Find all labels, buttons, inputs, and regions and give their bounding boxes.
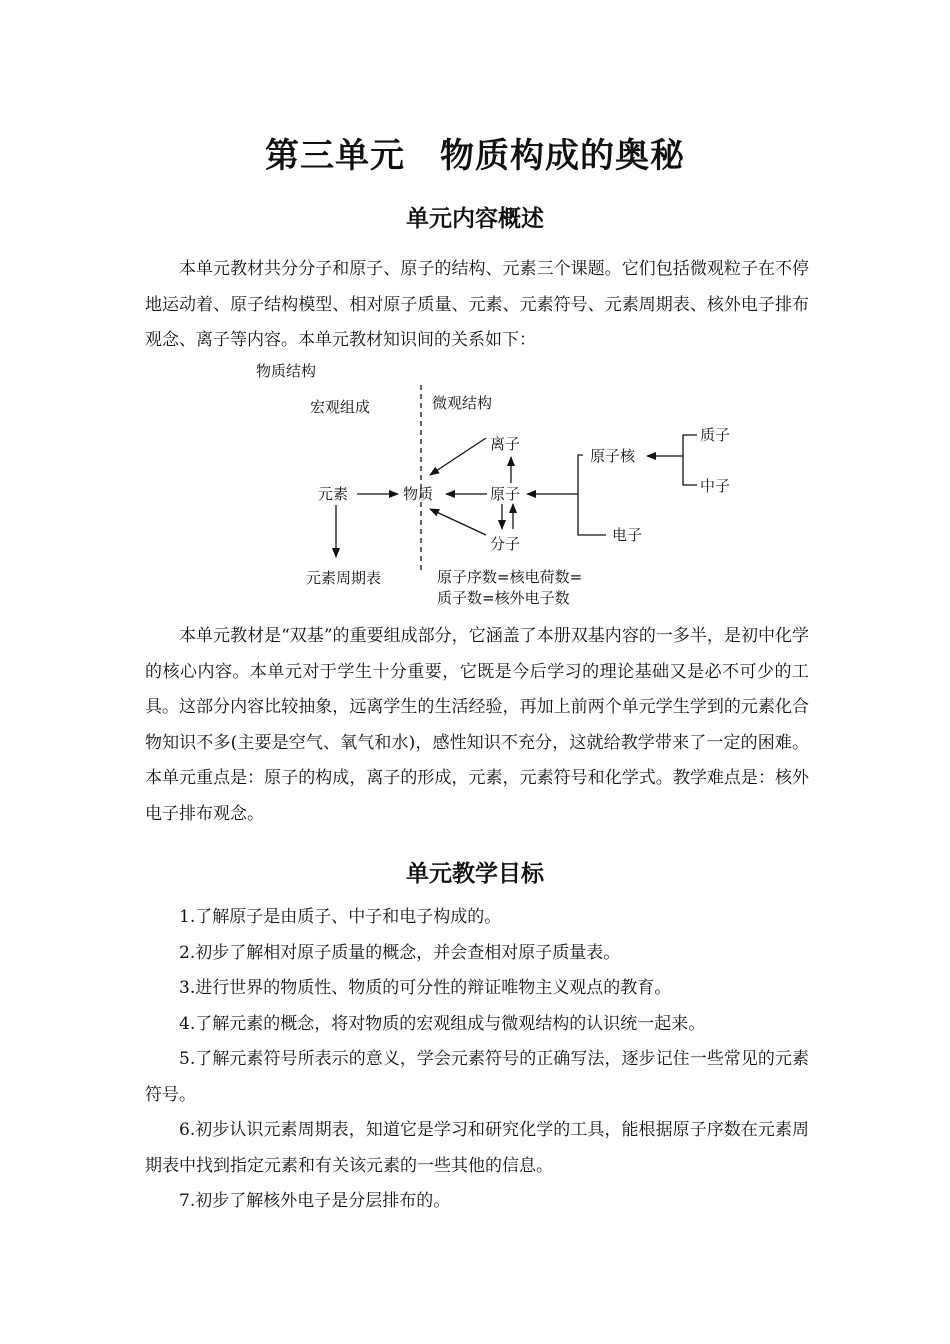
objective-item: 3.进行世界的物质性、物质的可分性的辩证唯物主义观点的教育。	[179, 978, 672, 998]
structure-diagram	[240, 355, 760, 615]
equation-line-1: 原子序数=核电荷数=	[437, 568, 583, 586]
diagram-macro-label: 宏观组成	[310, 398, 371, 416]
equation-line-2: 质子数=核外电子数	[437, 589, 570, 607]
node-molecule: 分子	[490, 535, 521, 553]
objective-item: 2.初步了解相对原子质量的概念，并会查相对原子质量表。	[179, 943, 621, 963]
node-electron: 电子	[612, 526, 643, 544]
nucleus-bracket	[683, 435, 697, 485]
objective-item: 1.了解原子是由质子、中子和电子构成的。	[179, 907, 502, 927]
node-nucleus: 原子核	[590, 447, 636, 465]
objective-item: 5.了解元素符号所表示的意义，学会元素符号的正确写法，逐步记住一些常见的元素符号。	[145, 1049, 809, 1105]
overview-paragraph-1: 本单元教材共分分子和原子、原子的结构、元素三个课题。它们包括微观粒子在不停地运动着、原子结构模型、相对原子质量、元素、元素符号、元素周期表、核外电子排布观念、离子等内容。本单元教材知识间的关系如下：	[145, 259, 809, 350]
node-proton: 质子	[700, 426, 731, 444]
page-title: 第三单元 物质构成的奥秘	[265, 136, 685, 176]
section-heading-overview: 单元内容概述	[406, 206, 544, 232]
node-matter: 物质	[403, 485, 434, 503]
objective-item: 4.了解元素的概念，将对物质的宏观组成与微观结构的认识统一起来。	[179, 1014, 706, 1034]
overview-paragraph-2: 本单元教材是“双基”的重要组成部分，它涵盖了本册双基内容的一多半，是初中化学的核心内容。本单元对于学生十分重要，它既是今后学习的理论基础又是必不可少的工具。这部分内容比较抽象，远离学生的生活经验，再加上前两个单元学生学到的元素化合物知识不多(主要是空气、氧气和水)，感性知识不充分，这就给教学带来了一定的困难。本单元重点是：原子的构成，离子的形成，元素，元素符号和化学式。教学难点是：核外电子排布观念。	[145, 626, 809, 824]
arrow-ion-to-matter	[430, 438, 486, 475]
node-neutron: 中子	[700, 477, 731, 495]
objective-item: 6.初步认识元素周期表，知道它是学习和研究化学的工具，能根据原子序数在元素周期表中找到指定元素和有关该元素的一些其他的信息。	[145, 1120, 809, 1176]
diagram-label-top: 物质结构	[256, 362, 317, 380]
node-ion: 离子	[490, 435, 521, 453]
section-heading-objectives: 单元教学目标	[406, 861, 544, 887]
diagram-micro-label: 微观结构	[432, 394, 493, 412]
objective-item: 7.初步了解核外电子是分层排布的。	[179, 1191, 451, 1211]
atom-bracket	[578, 455, 606, 535]
arrow-molecule-to-matter	[430, 509, 486, 535]
node-periodic-table: 元素周期表	[306, 569, 382, 587]
node-atom: 原子	[490, 485, 521, 503]
node-element: 元素	[318, 485, 349, 503]
